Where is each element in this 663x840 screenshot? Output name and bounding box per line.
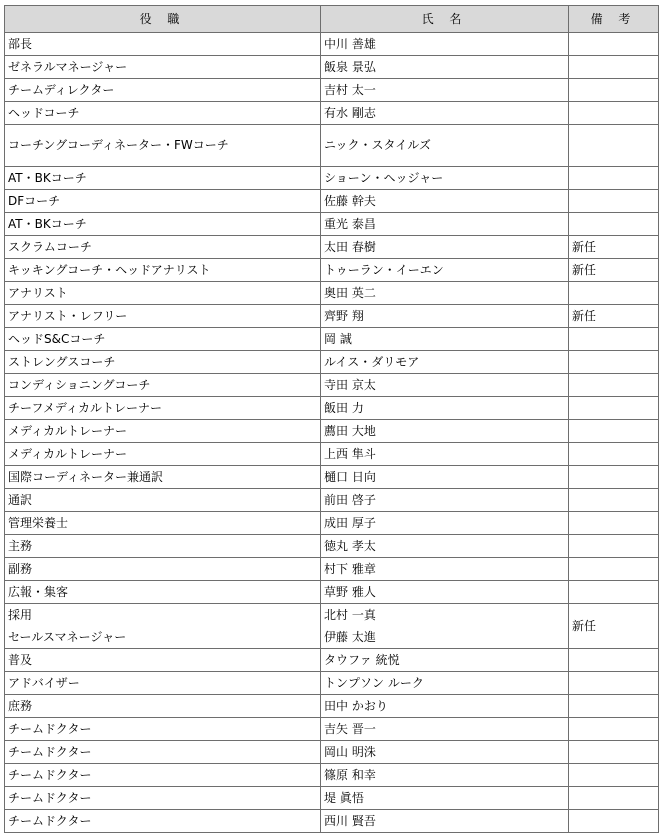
name-cell: 樋口 日向 xyxy=(321,466,569,489)
role-cell: チームドクター xyxy=(5,764,321,787)
table-row xyxy=(5,535,659,558)
name-cell: 薦田 大地 xyxy=(321,420,569,443)
role-cell: コンディショニングコーチ xyxy=(5,374,321,397)
role-cell: アドバイザー xyxy=(5,672,321,695)
note-cell xyxy=(569,351,659,374)
role-cell: AT・BKコーチ xyxy=(5,213,321,236)
note-cell xyxy=(569,466,659,489)
table-row xyxy=(5,236,659,259)
table-row xyxy=(5,374,659,397)
role-cell: チームドクター xyxy=(5,741,321,764)
role-cell: アナリスト xyxy=(5,282,321,305)
note-cell xyxy=(569,56,659,79)
table-row xyxy=(5,466,659,489)
table-row xyxy=(5,764,659,787)
note-cell xyxy=(569,581,659,604)
table-row xyxy=(5,56,659,79)
table-row xyxy=(5,420,659,443)
note-cell xyxy=(569,512,659,535)
role-cell: ヘッドS&Cコーチ xyxy=(5,328,321,351)
role-cell: 庶務 xyxy=(5,695,321,718)
role-cell: チーフメディカルトレーナー xyxy=(5,397,321,420)
note-cell xyxy=(569,672,659,695)
name-cell: 齊野 翔 xyxy=(321,305,569,328)
note-cell xyxy=(569,535,659,558)
name-cell: ショーン・ヘッジャー xyxy=(321,167,569,190)
note-cell xyxy=(569,718,659,741)
header-role: 役 職 xyxy=(5,6,321,33)
role-cell: ゼネラルマネージャー xyxy=(5,56,321,79)
table-row xyxy=(5,305,659,328)
table-row xyxy=(5,125,659,167)
note-cell xyxy=(569,167,659,190)
header-name: 氏 名 xyxy=(321,6,569,33)
role-cell: 副務 xyxy=(5,558,321,581)
role-cell: 部長 xyxy=(5,33,321,56)
name-line: 北村 一真 xyxy=(324,608,376,622)
name-cell: ニック・スタイルズ xyxy=(321,125,569,167)
name-cell: 村下 雅章 xyxy=(321,558,569,581)
note-cell xyxy=(569,190,659,213)
name-cell: ルイス・ダリモア xyxy=(321,351,569,374)
note-cell xyxy=(569,764,659,787)
name-cell: 奥田 英二 xyxy=(321,282,569,305)
note-cell xyxy=(569,649,659,672)
name-cell: 重光 泰昌 xyxy=(321,213,569,236)
note-cell xyxy=(569,443,659,466)
role-cell: メディカルトレーナー xyxy=(5,443,321,466)
role-cell: チームドクター xyxy=(5,787,321,810)
role-line: セールスマネージャー xyxy=(8,630,127,644)
role-cell: チームドクター xyxy=(5,718,321,741)
name-cell: 篠原 和幸 xyxy=(321,764,569,787)
role-cell: ストレングスコーチ xyxy=(5,351,321,374)
name-cell: 吉矢 晋一 xyxy=(321,718,569,741)
table-row xyxy=(5,581,659,604)
table-row xyxy=(5,512,659,535)
role-cell: 管理栄養士 xyxy=(5,512,321,535)
role-cell: 国際コーディネーター兼通訳 xyxy=(5,466,321,489)
table-row xyxy=(5,489,659,512)
note-cell: 新任 xyxy=(569,305,659,328)
name-cell: 西川 賢吾 xyxy=(321,810,569,833)
header-note: 備 考 xyxy=(569,6,659,33)
note-cell xyxy=(569,374,659,397)
table-row xyxy=(5,718,659,741)
role-cell: 主務 xyxy=(5,535,321,558)
name-cell: トンプソン ルーク xyxy=(321,672,569,695)
role-cell: メディカルトレーナー xyxy=(5,420,321,443)
note-cell xyxy=(569,489,659,512)
note-cell xyxy=(569,604,659,649)
name-cell: 上西 隼斗 xyxy=(321,443,569,466)
name-cell xyxy=(321,604,569,649)
table-row xyxy=(5,259,659,282)
note-cell: 新任 xyxy=(569,236,659,259)
table-row xyxy=(5,167,659,190)
table-row xyxy=(5,328,659,351)
name-cell: 成田 厚子 xyxy=(321,512,569,535)
name-cell: 田中 かおり xyxy=(321,695,569,718)
name-cell: 中川 善雄 xyxy=(321,33,569,56)
table-row xyxy=(5,351,659,374)
note-cell xyxy=(569,102,659,125)
table-row xyxy=(5,190,659,213)
role-cell: DFコーチ xyxy=(5,190,321,213)
table-row xyxy=(5,282,659,305)
header-row xyxy=(5,6,659,33)
table-row xyxy=(5,33,659,56)
name-cell: 飯泉 景弘 xyxy=(321,56,569,79)
note-cell xyxy=(569,282,659,305)
note-cell xyxy=(569,695,659,718)
name-cell: 寺田 京太 xyxy=(321,374,569,397)
staff-table xyxy=(4,5,659,833)
role-cell: チームドクター xyxy=(5,810,321,833)
note-cell xyxy=(569,33,659,56)
role-cell xyxy=(5,604,321,649)
name-cell: 前田 啓子 xyxy=(321,489,569,512)
table-row xyxy=(5,443,659,466)
role-cell: キッキングコーチ・ヘッドアナリスト xyxy=(5,259,321,282)
name-cell: タウファ 統悦 xyxy=(321,649,569,672)
name-line: 伊藤 太進 xyxy=(324,630,376,644)
note-cell: 新任 xyxy=(569,259,659,282)
table-row xyxy=(5,213,659,236)
note-cell xyxy=(569,397,659,420)
note-cell xyxy=(569,810,659,833)
note-cell xyxy=(569,125,659,167)
name-cell: 吉村 太一 xyxy=(321,79,569,102)
table-row xyxy=(5,741,659,764)
note-cell xyxy=(569,741,659,764)
name-cell: 有水 剛志 xyxy=(321,102,569,125)
table-row xyxy=(5,558,659,581)
table-row xyxy=(5,649,659,672)
role-cell: アナリスト・レフリー xyxy=(5,305,321,328)
staff-body xyxy=(5,33,659,833)
role-line: 採用 xyxy=(8,608,33,622)
note-cell xyxy=(569,787,659,810)
name-cell: 岡山 明洙 xyxy=(321,741,569,764)
role-cell: チームディレクター xyxy=(5,79,321,102)
table-row xyxy=(5,810,659,833)
name-cell: 徳丸 孝太 xyxy=(321,535,569,558)
name-cell: 太田 春樹 xyxy=(321,236,569,259)
table-row xyxy=(5,604,659,649)
name-cell: トゥーラン・イーエン xyxy=(321,259,569,282)
table-row xyxy=(5,397,659,420)
note-cell xyxy=(569,558,659,581)
name-cell: 草野 雅人 xyxy=(321,581,569,604)
note-line: 新任 xyxy=(572,619,597,633)
table-row xyxy=(5,695,659,718)
table-row xyxy=(5,672,659,695)
note-cell xyxy=(569,328,659,351)
name-cell: 堤 眞悟 xyxy=(321,787,569,810)
role-cell: 普及 xyxy=(5,649,321,672)
note-cell xyxy=(569,213,659,236)
table-row xyxy=(5,102,659,125)
role-cell: ヘッドコーチ xyxy=(5,102,321,125)
name-cell: 佐藤 幹夫 xyxy=(321,190,569,213)
role-cell: スクラムコーチ xyxy=(5,236,321,259)
note-cell xyxy=(569,420,659,443)
role-cell: コーチングコーディネーター・FWコーチ xyxy=(5,125,321,167)
table-row xyxy=(5,787,659,810)
name-cell: 飯田 力 xyxy=(321,397,569,420)
role-cell: 通訳 xyxy=(5,489,321,512)
role-cell: 広報・集客 xyxy=(5,581,321,604)
role-cell: AT・BKコーチ xyxy=(5,167,321,190)
name-cell: 岡 誠 xyxy=(321,328,569,351)
note-cell xyxy=(569,79,659,102)
table-row xyxy=(5,79,659,102)
